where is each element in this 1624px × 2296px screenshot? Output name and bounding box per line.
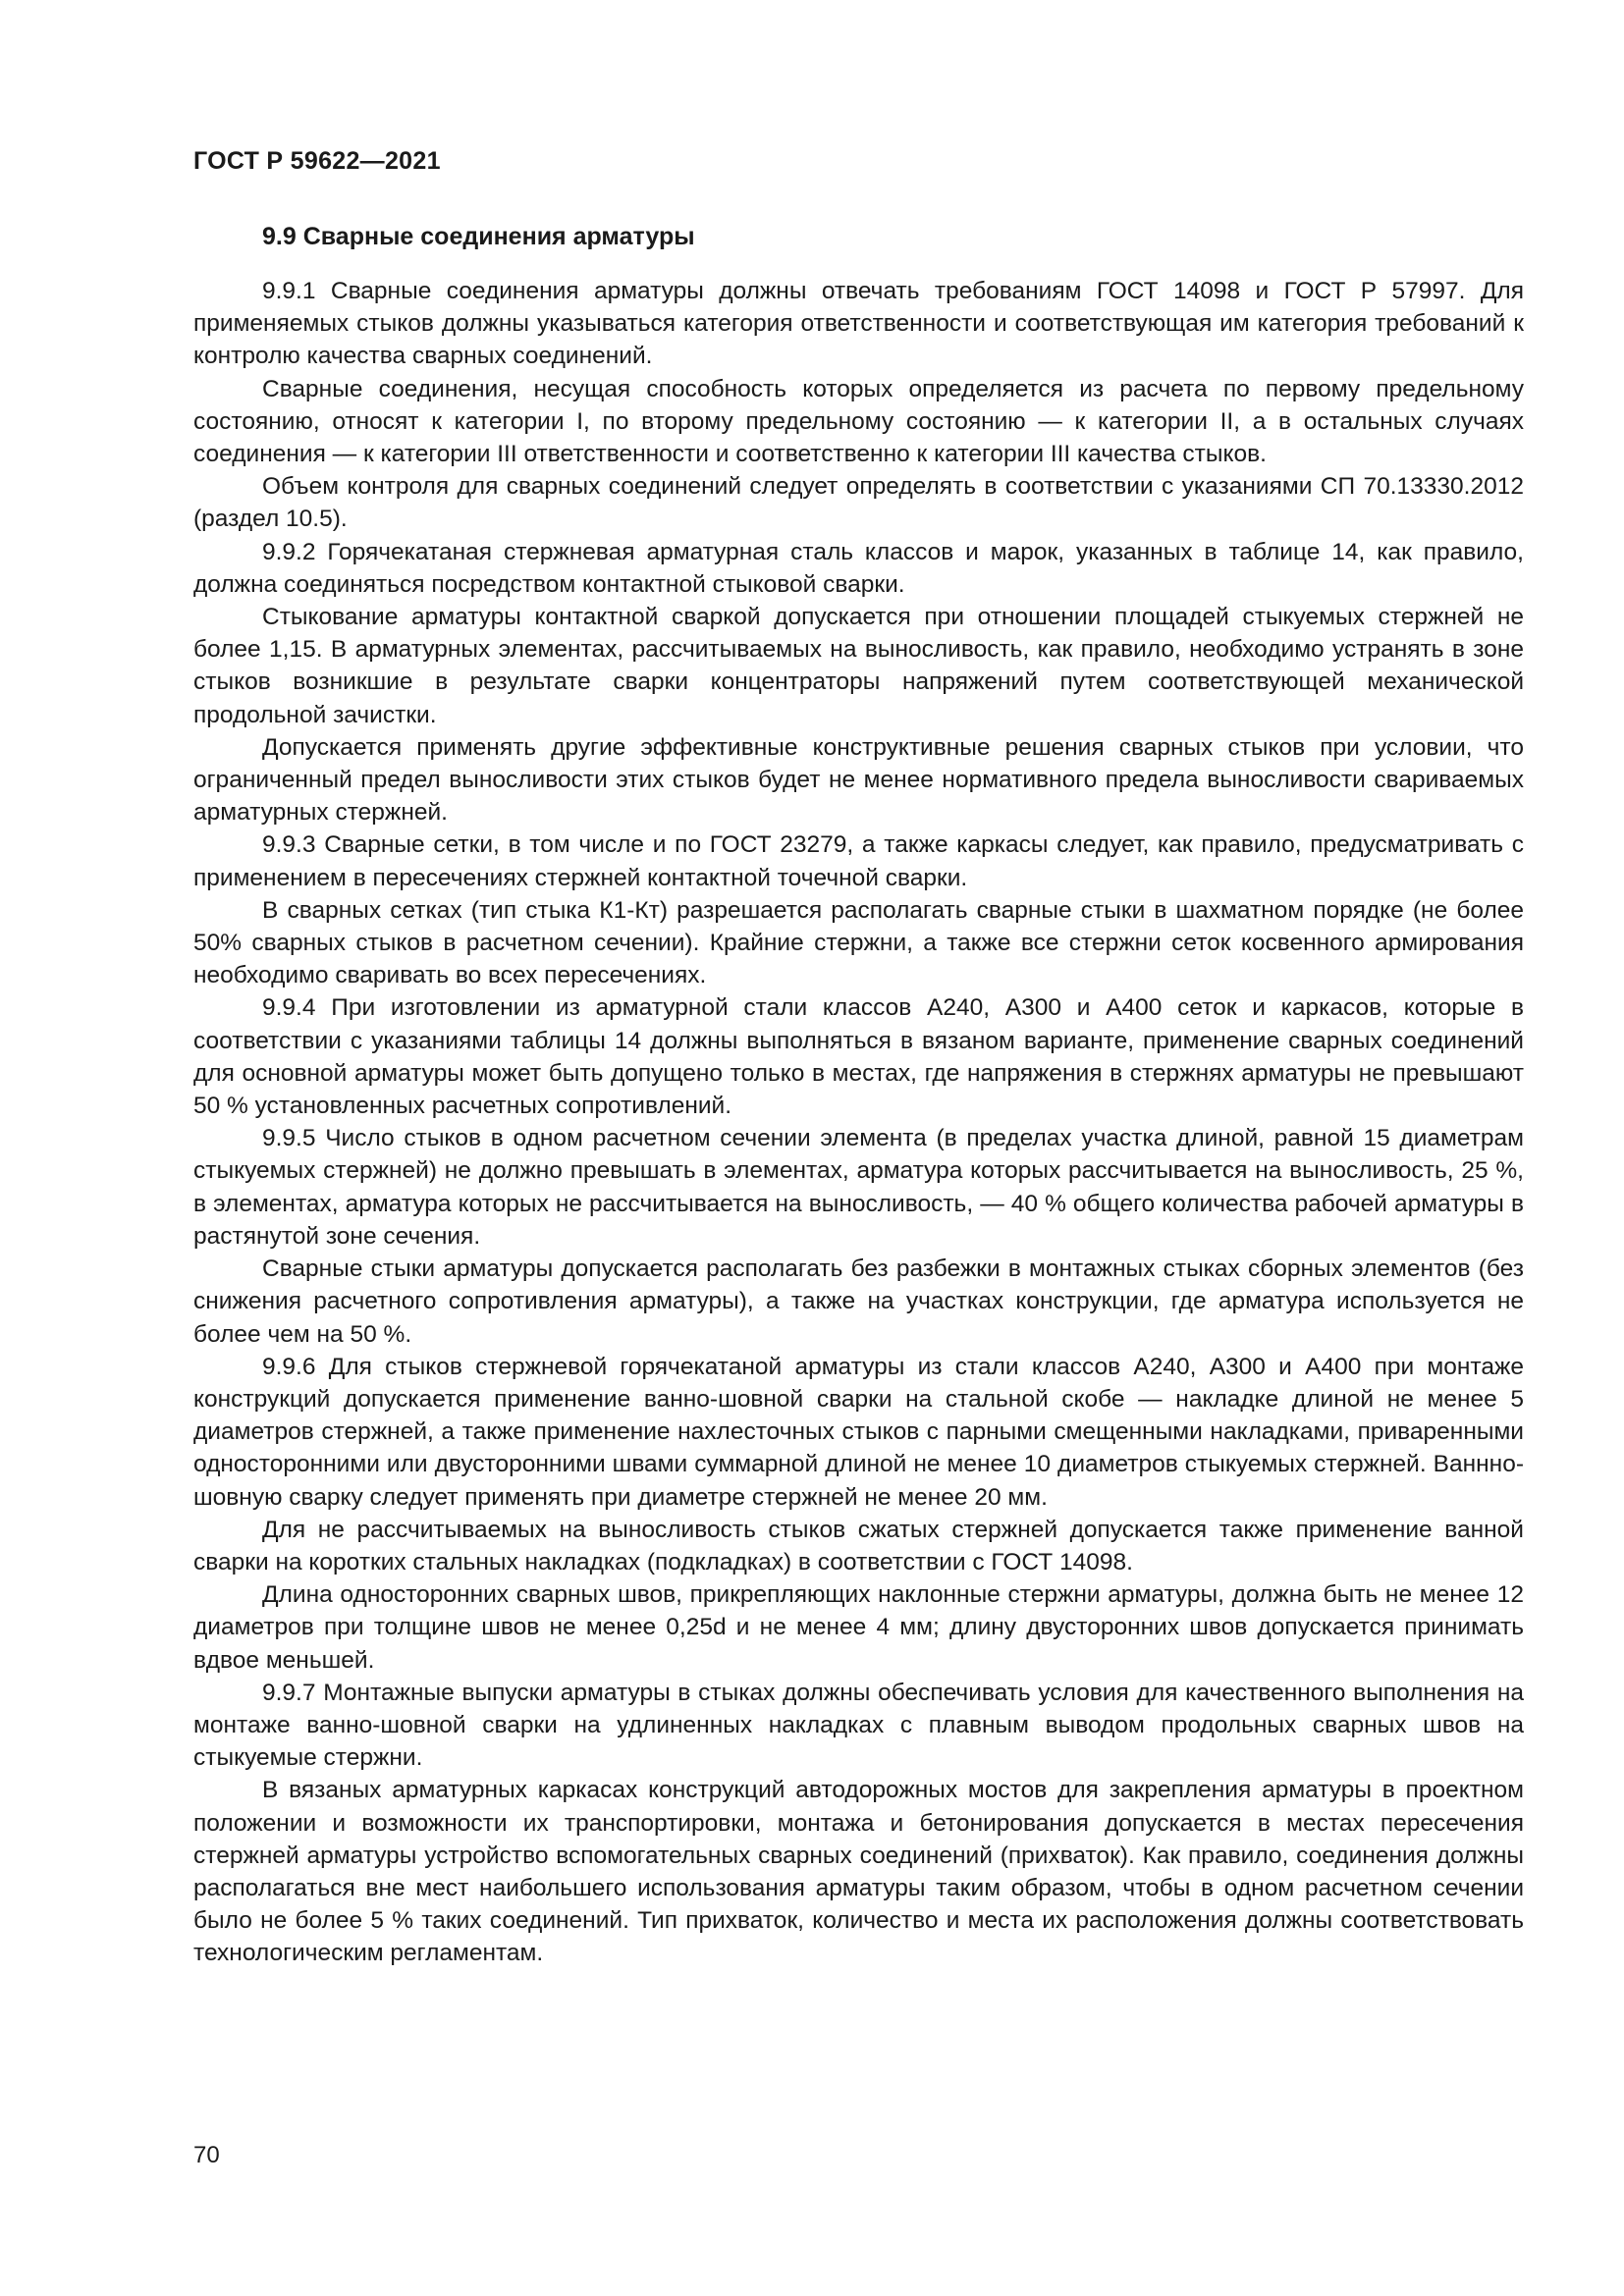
- paragraph-welded-meshes: В сварных сетках (тип стыка К1-Кт) разрешается располагать сварные стыки в шахматном порядке (не более 50% сварных стыков в расчетном сечении). Крайние стержни, а также все стержни сеток косвенного армирования необходимо сваривать во всех пересечениях.: [193, 896, 1524, 989]
- paragraph-9-9-2: 9.9.2 Горячекатаная стержневая арматурная сталь классов и марок, указанных в таблице 14, как правило, должна соединяться посредством контактной стыковой сварки.: [193, 538, 1524, 598]
- document-code-header: ГОСТ Р 59622—2021: [193, 147, 441, 175]
- paragraph-9-9-4: 9.9.4 При изготовлении из арматурной стали классов А240, А300 и А400 сеток и каркасов, которые в соответствии с указаниями таблицы 14 должны выполняться в вязаном варианте, применение сварных соединений для основной арматуры может быть допущено только в местах, где напряжения в стержнях арматуры не превышают 50 % установленных расчетных сопротивлений.: [193, 994, 1524, 1120]
- paragraph-joints-without-offset: Сварные стыки арматуры допускается располагать без разбежки в монтажных стыках сборных элементов (без снижения расчетного сопротивления арматуры), а также на участках конструкции, где арматура используется не более чем на 50 %.: [193, 1255, 1524, 1348]
- paragraph-9-9-1: 9.9.1 Сварные соединения арматуры должны отвечать требованиям ГОСТ 14098 и ГОСТ Р 57997. Для применяемых стыков должны указываться категория ответственности и соответствующая им категория требований к контролю качества сварных соединений.: [193, 278, 1524, 370]
- paragraph-tack-welds: В вязаных арматурных каркасах конструкций автодорожных мостов для закрепления арматуры в проектном положении и возможности их транспортировки, монтажа и бетонирования допускается в местах пересечения стержней арматуры устройство вспомогательных сварных соединений (прихваток). Как правило, соединения должны располагаться вне мест наибольшего использования арматуры таким образом, чтобы в одном расчетном сечении было не более 5 % таких соединений. Тип прихваток, количество и места их расположения должны соответствовать технологическим регламентам.: [193, 1777, 1524, 1967]
- document-body: [193, 220, 1524, 1970]
- paragraph-9-9-3: 9.9.3 Сварные сетки, в том числе и по ГОСТ 23279, а также каркасы следует, как правило, предусматривать с применением в пересечениях стержней контактной точечной сварки.: [193, 831, 1524, 891]
- paragraph-9-9-7: 9.9.7 Монтажные выпуски арматуры в стыках должны обеспечивать условия для качественного выполнения на монтаже ванно-шовной сварки на удлиненных накладках с плавным выводом продольных сварных швов на стыкуемые стержни.: [193, 1679, 1524, 1772]
- paragraph-bath-welding: Для не рассчитываемых на выносливость стыков сжатых стержней допускается также применение ванной сварки на коротких стальных накладках (подкладках) в соответствии с ГОСТ 14098.: [193, 1516, 1524, 1575]
- paragraph-contact-welding: Стыкование арматуры контактной сваркой допускается при отношении площадей стыкуемых стержней не более 1,15. В арматурных элементах, рассчитываемых на выносливость, как правило, необходимо устранять в зоне стыков возникшие в результате сварки концентраторы напряжений путем соответствующей механической продольной зачистки.: [193, 604, 1524, 728]
- page-number: 70: [193, 2142, 220, 2168]
- paragraph-weld-categories: Сварные соединения, несущая способность которых определяется из расчета по первому предельному состоянию, относят к категории I, по второму предельному состоянию — к категории II, а в остальных случаях соединения — к категории III ответственности и соответственно к категории III качества стыков.: [193, 375, 1524, 468]
- paragraph-alternative-solutions: Допускается применять другие эффективные конструктивные решения сварных стыков при условии, что ограниченный предел выносливости этих стыков будет не менее нормативного предела выносливости свариваемых арматурных стержней.: [193, 733, 1524, 827]
- paragraph-9-9-5: 9.9.5 Число стыков в одном расчетном сечении элемента (в пределах участка длиной, равной 15 диаметрам стыкуемых стержней) не должно превышать в элементах, арматура которых рассчитывается на выносливость, 25 %, в элементах, арматура которых не рассчитывается на выносливость, — 40 % общего количества рабочей арматуры в растянутой зоне сечения.: [193, 1125, 1524, 1250]
- paragraph-9-9-6: 9.9.6 Для стыков стержневой горячекатаной арматуры из стали классов А240, А300 и А400 при монтаже конструкций допускается применение ванно-шовной сварки на стальной скобе — накладке длиной не менее 5 диаметров стержней, а также применение нахлесточных стыков с парными смещенными накладками, приваренными односторонними или двусторонними швами суммарной длиной не менее 10 диаметров стыкуемых стержней. Ваннно-шовную сварку следует применять при диаметре стержней не менее 20 мм.: [193, 1353, 1524, 1511]
- section-title: 9.9 Сварные соединения арматуры: [262, 223, 695, 250]
- paragraph-weld-length: Длина односторонних сварных швов, прикрепляющих наклонные стержни арматуры, должна быть не менее 12 диаметров при толщине швов не менее 0,25d и не менее 4 мм; длину двусторонних швов допускается принимать вдвое меньшей.: [193, 1581, 1524, 1674]
- paragraph-control-volume: Объем контроля для сварных соединений следует определять в соответствии с указаниями СП 70.13330.2012 (раздел 10.5).: [193, 473, 1524, 533]
